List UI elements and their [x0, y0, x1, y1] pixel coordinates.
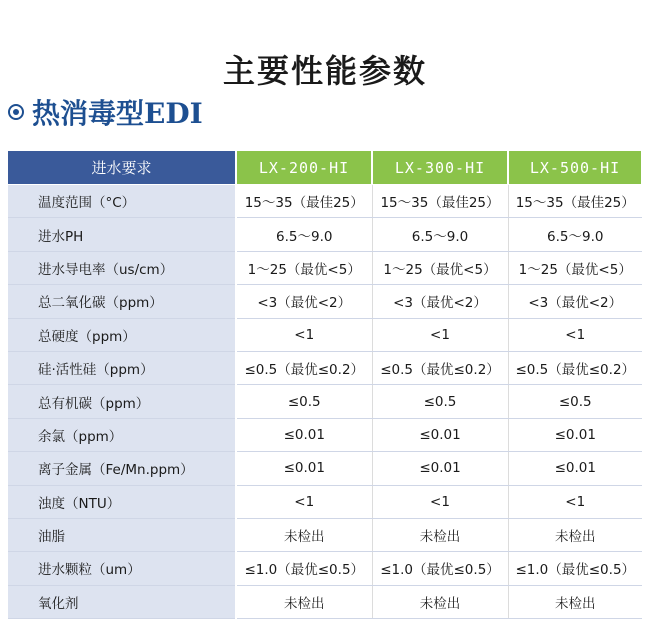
param-value: 15～35（最佳25） [236, 185, 372, 218]
table-row [8, 185, 642, 218]
table-header-row [8, 151, 642, 185]
table-row [8, 351, 642, 384]
param-value: 未检出 [508, 585, 642, 618]
param-value: ≤0.5 [508, 385, 642, 418]
table-row [8, 218, 642, 251]
param-label: 总硬度（ppm） [8, 318, 236, 351]
table-row [8, 552, 642, 585]
param-value: ≤0.01 [508, 452, 642, 485]
param-label: 硅·活性硅（ppm） [8, 351, 236, 384]
param-value: 未检出 [236, 518, 372, 551]
param-value: <3（最优<2） [372, 285, 508, 318]
page-title: 主要性能参数 [222, 52, 427, 90]
param-value: <1 [236, 485, 372, 518]
table-row [8, 318, 642, 351]
param-label: 进水颗粒（um） [8, 552, 236, 585]
param-value: ≤0.5（最优≤0.2） [236, 351, 372, 384]
param-label: 进水导电率（us/cm） [8, 251, 236, 284]
header-requirement: 进水要求 [8, 151, 236, 185]
table-row [8, 518, 642, 551]
param-value: 未检出 [236, 585, 372, 618]
header-model-lx-500-hi: LX-500-HI [508, 151, 642, 185]
param-label: 离子金属（Fe/Mn.ppm） [8, 452, 236, 485]
param-value: <1 [508, 485, 642, 518]
param-label: 总有机碳（ppm） [8, 385, 236, 418]
param-value: 1～25（最优<5） [508, 251, 642, 284]
section-heading-text: 热消毒型EDI [32, 97, 203, 130]
param-value: ≤1.0（最优≤0.5） [236, 552, 372, 585]
param-value: 15～35（最佳25） [372, 185, 508, 218]
table-row [8, 418, 642, 451]
param-label: 进水PH [8, 218, 236, 251]
table-row [8, 385, 642, 418]
param-value: 未检出 [372, 518, 508, 551]
section-heading [8, 92, 203, 132]
param-value: 6.5～9.0 [236, 218, 372, 251]
param-value: <1 [372, 485, 508, 518]
param-value: 6.5～9.0 [508, 218, 642, 251]
param-value: ≤0.01 [236, 418, 372, 451]
circle-bullet-icon [8, 104, 24, 120]
param-value: ≤0.01 [372, 452, 508, 485]
param-value: ≤1.0（最优≤0.5） [372, 552, 508, 585]
param-value: 6.5～9.0 [372, 218, 508, 251]
param-value: 未检出 [508, 518, 642, 551]
spec-table [8, 151, 643, 619]
param-label: 浊度（NTU） [8, 485, 236, 518]
param-value: 15～35（最佳25） [508, 185, 642, 218]
param-value: <1 [372, 318, 508, 351]
param-value: ≤0.01 [508, 418, 642, 451]
param-value: 1～25（最优<5） [236, 251, 372, 284]
param-label: 油脂 [8, 518, 236, 551]
param-value: 1～25（最优<5） [372, 251, 508, 284]
param-value: <3（最优<2） [236, 285, 372, 318]
table-row [8, 452, 642, 485]
header-model-lx-200-hi: LX-200-HI [236, 151, 372, 185]
param-label: 温度范围（°C） [8, 185, 236, 218]
param-value: 未检出 [372, 585, 508, 618]
param-value: ≤0.5 [236, 385, 372, 418]
param-value: ≤0.5（最优≤0.2） [372, 351, 508, 384]
param-value: ≤0.01 [236, 452, 372, 485]
param-value: ≤1.0（最优≤0.5） [508, 552, 642, 585]
table-row [8, 585, 642, 618]
header-model-lx-300-hi: LX-300-HI [372, 151, 508, 185]
table-row [8, 485, 642, 518]
param-value: ≤0.01 [372, 418, 508, 451]
param-value: ≤0.5（最优≤0.2） [508, 351, 642, 384]
param-label: 总二氧化碳（ppm） [8, 285, 236, 318]
table-row [8, 251, 642, 284]
param-value: ≤0.5 [372, 385, 508, 418]
param-value: <1 [236, 318, 372, 351]
param-value: <3（最优<2） [508, 285, 642, 318]
param-label: 氧化剂 [8, 585, 236, 618]
param-label: 余氯（ppm） [8, 418, 236, 451]
param-value: <1 [508, 318, 642, 351]
table-row [8, 285, 642, 318]
